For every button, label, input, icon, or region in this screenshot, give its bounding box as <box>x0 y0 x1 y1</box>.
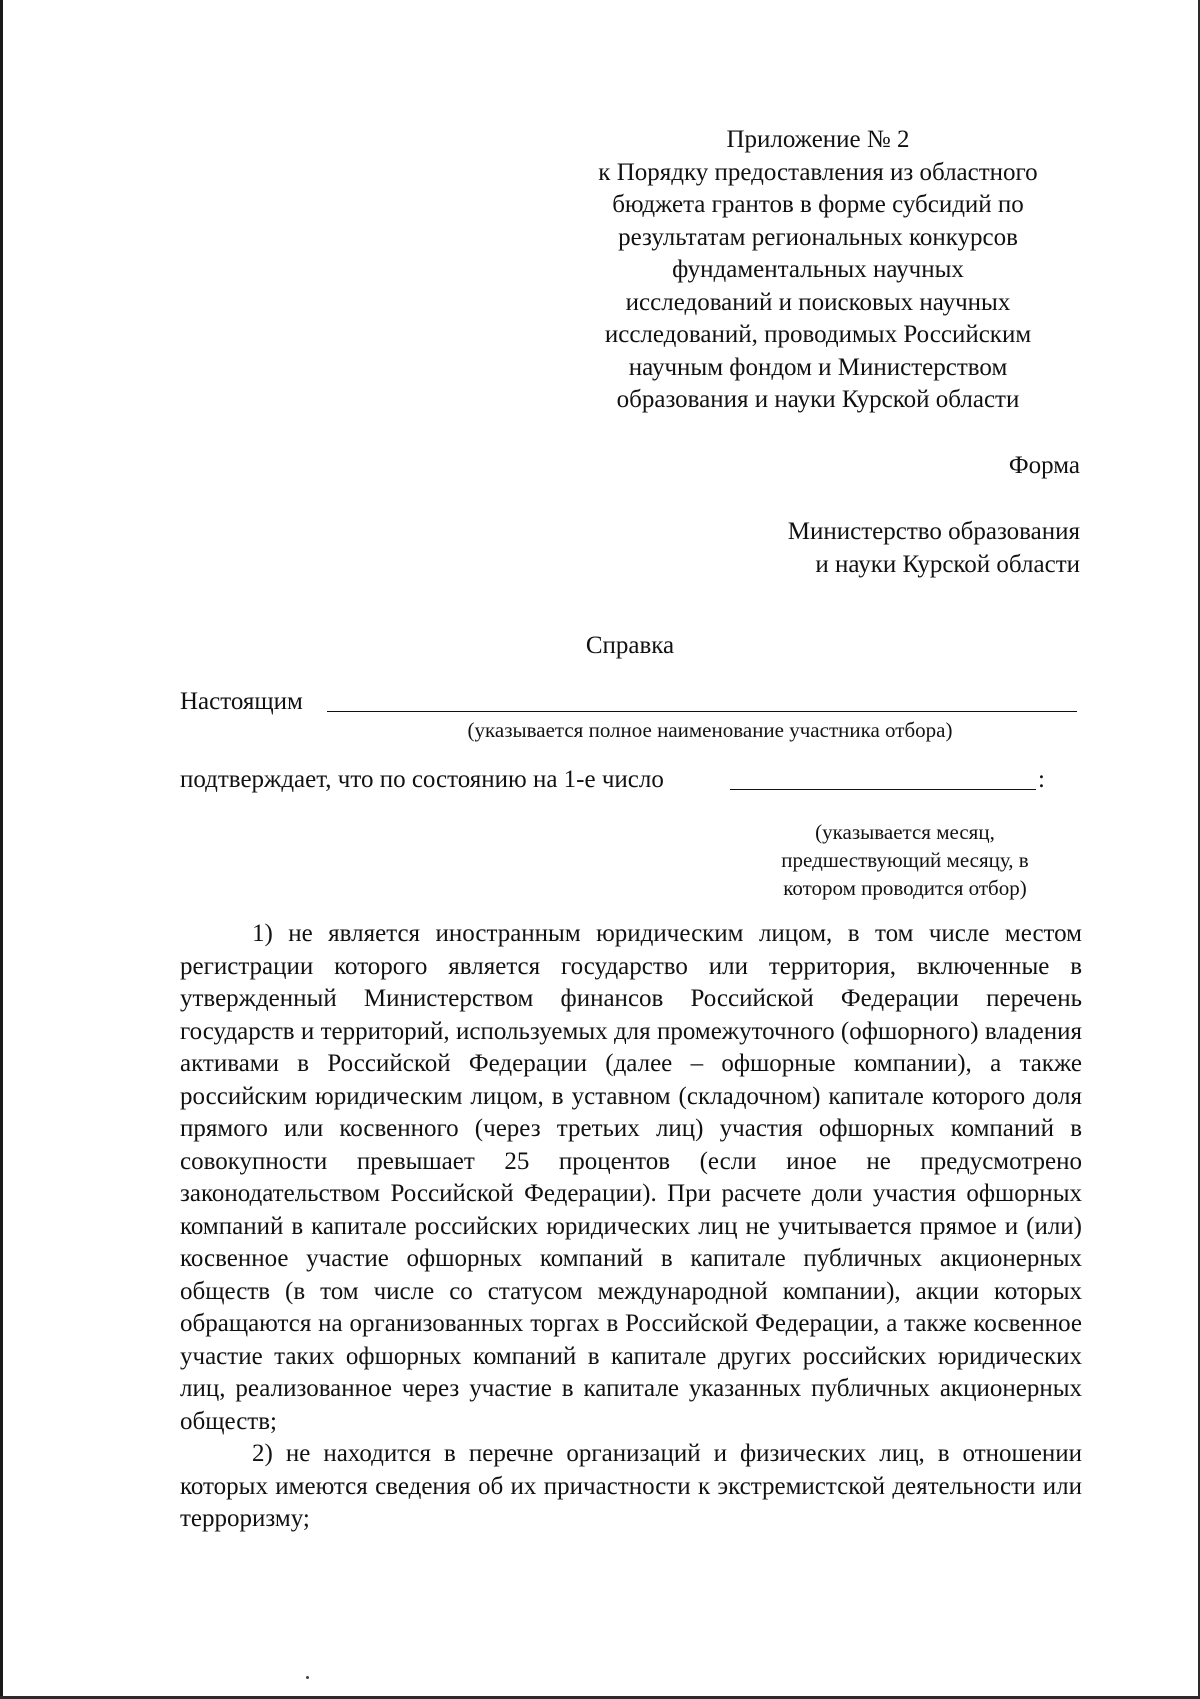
participant-name-blank <box>327 711 1077 712</box>
addressee-block <box>680 516 1080 581</box>
participant-label: Настоящим <box>180 688 303 715</box>
appendix-line: исследований и поисковых научных <box>625 288 1011 316</box>
month-blank <box>730 789 1036 790</box>
appendix-line: бюджета грантов в форме субсидий по <box>612 191 1024 218</box>
date-row <box>180 764 1080 798</box>
scan-border-left <box>0 0 3 1699</box>
month-hint-line: котором проводится отбор) <box>783 876 1027 900</box>
appendix-line: Приложение № 2 <box>726 126 910 153</box>
scan-speck <box>306 1676 309 1679</box>
date-colon: : <box>1038 766 1045 793</box>
document-title: Справка <box>585 632 675 659</box>
appendix-line: к Порядку предоставления из областного <box>598 158 1038 186</box>
addressee-line-1: Министерство образования <box>787 518 1080 545</box>
month-hint-line: (указывается месяц, <box>815 820 995 844</box>
appendix-line: фундаментальных научных <box>672 256 964 283</box>
date-label: подтверждает, что по состоянию на 1-е число <box>180 766 664 793</box>
month-hint-line: предшествующий месяцу, в <box>781 848 1029 872</box>
appendix-line: исследований, проводимых Российским <box>604 321 1032 348</box>
appendix-line: результатам региональных конкурсов <box>618 223 1018 251</box>
form-label: Форма <box>1008 452 1080 479</box>
appendix-line: образования и науки Курской области <box>616 386 1020 413</box>
appendix-header <box>578 124 1058 417</box>
participant-name-row <box>180 686 1080 720</box>
appendix-line: научным фондом и Министерством <box>628 353 1008 381</box>
participant-name-hint: (указывается полное наименование участника отбора) <box>467 718 953 742</box>
paragraph-1: 1) не является иностранным юридическим лицом, в том числе местом регистрации которого является государство или территория, включенные в утвержденный Министерством финансов Российской Федерации перечень государств и территорий, используемых для промежуточного (офшорного) владения активами в Российской Федерации (далее – офшорные компании), а также российским юридическим лицом, в уставном (складочном) капитале которого доля прямого или косвенного (через третьих лиц) участия офшорных компаний в совокупности превышает 25 процентов (если иное не предусмотрено законодательством Российской Федерации). При расчете доли участия офшорных компаний в капитале российских юридических лиц не учитывается прямое и (или) косвенное участие офшорных компаний в капитале публичных акционерных обществ (в том числе со статусом международной компании), акции которых обращаются на организованных торгах в Российской Федерации, а также косвенное участие таких офшорных компаний в капитале других российских юридических лиц, реализованное через участие в капитале указанных публичных акционерных обществ; <box>180 920 1082 1435</box>
addressee-line-2: и науки Курской области <box>815 550 1080 578</box>
document-body <box>180 918 1082 1536</box>
paragraph-2: 2) не находится в перечне организаций и физических лиц, в отношении которых имеются сведения об их причастности к экстремистской деятельности или терроризму; <box>180 1440 1082 1532</box>
month-hint <box>750 818 1060 902</box>
